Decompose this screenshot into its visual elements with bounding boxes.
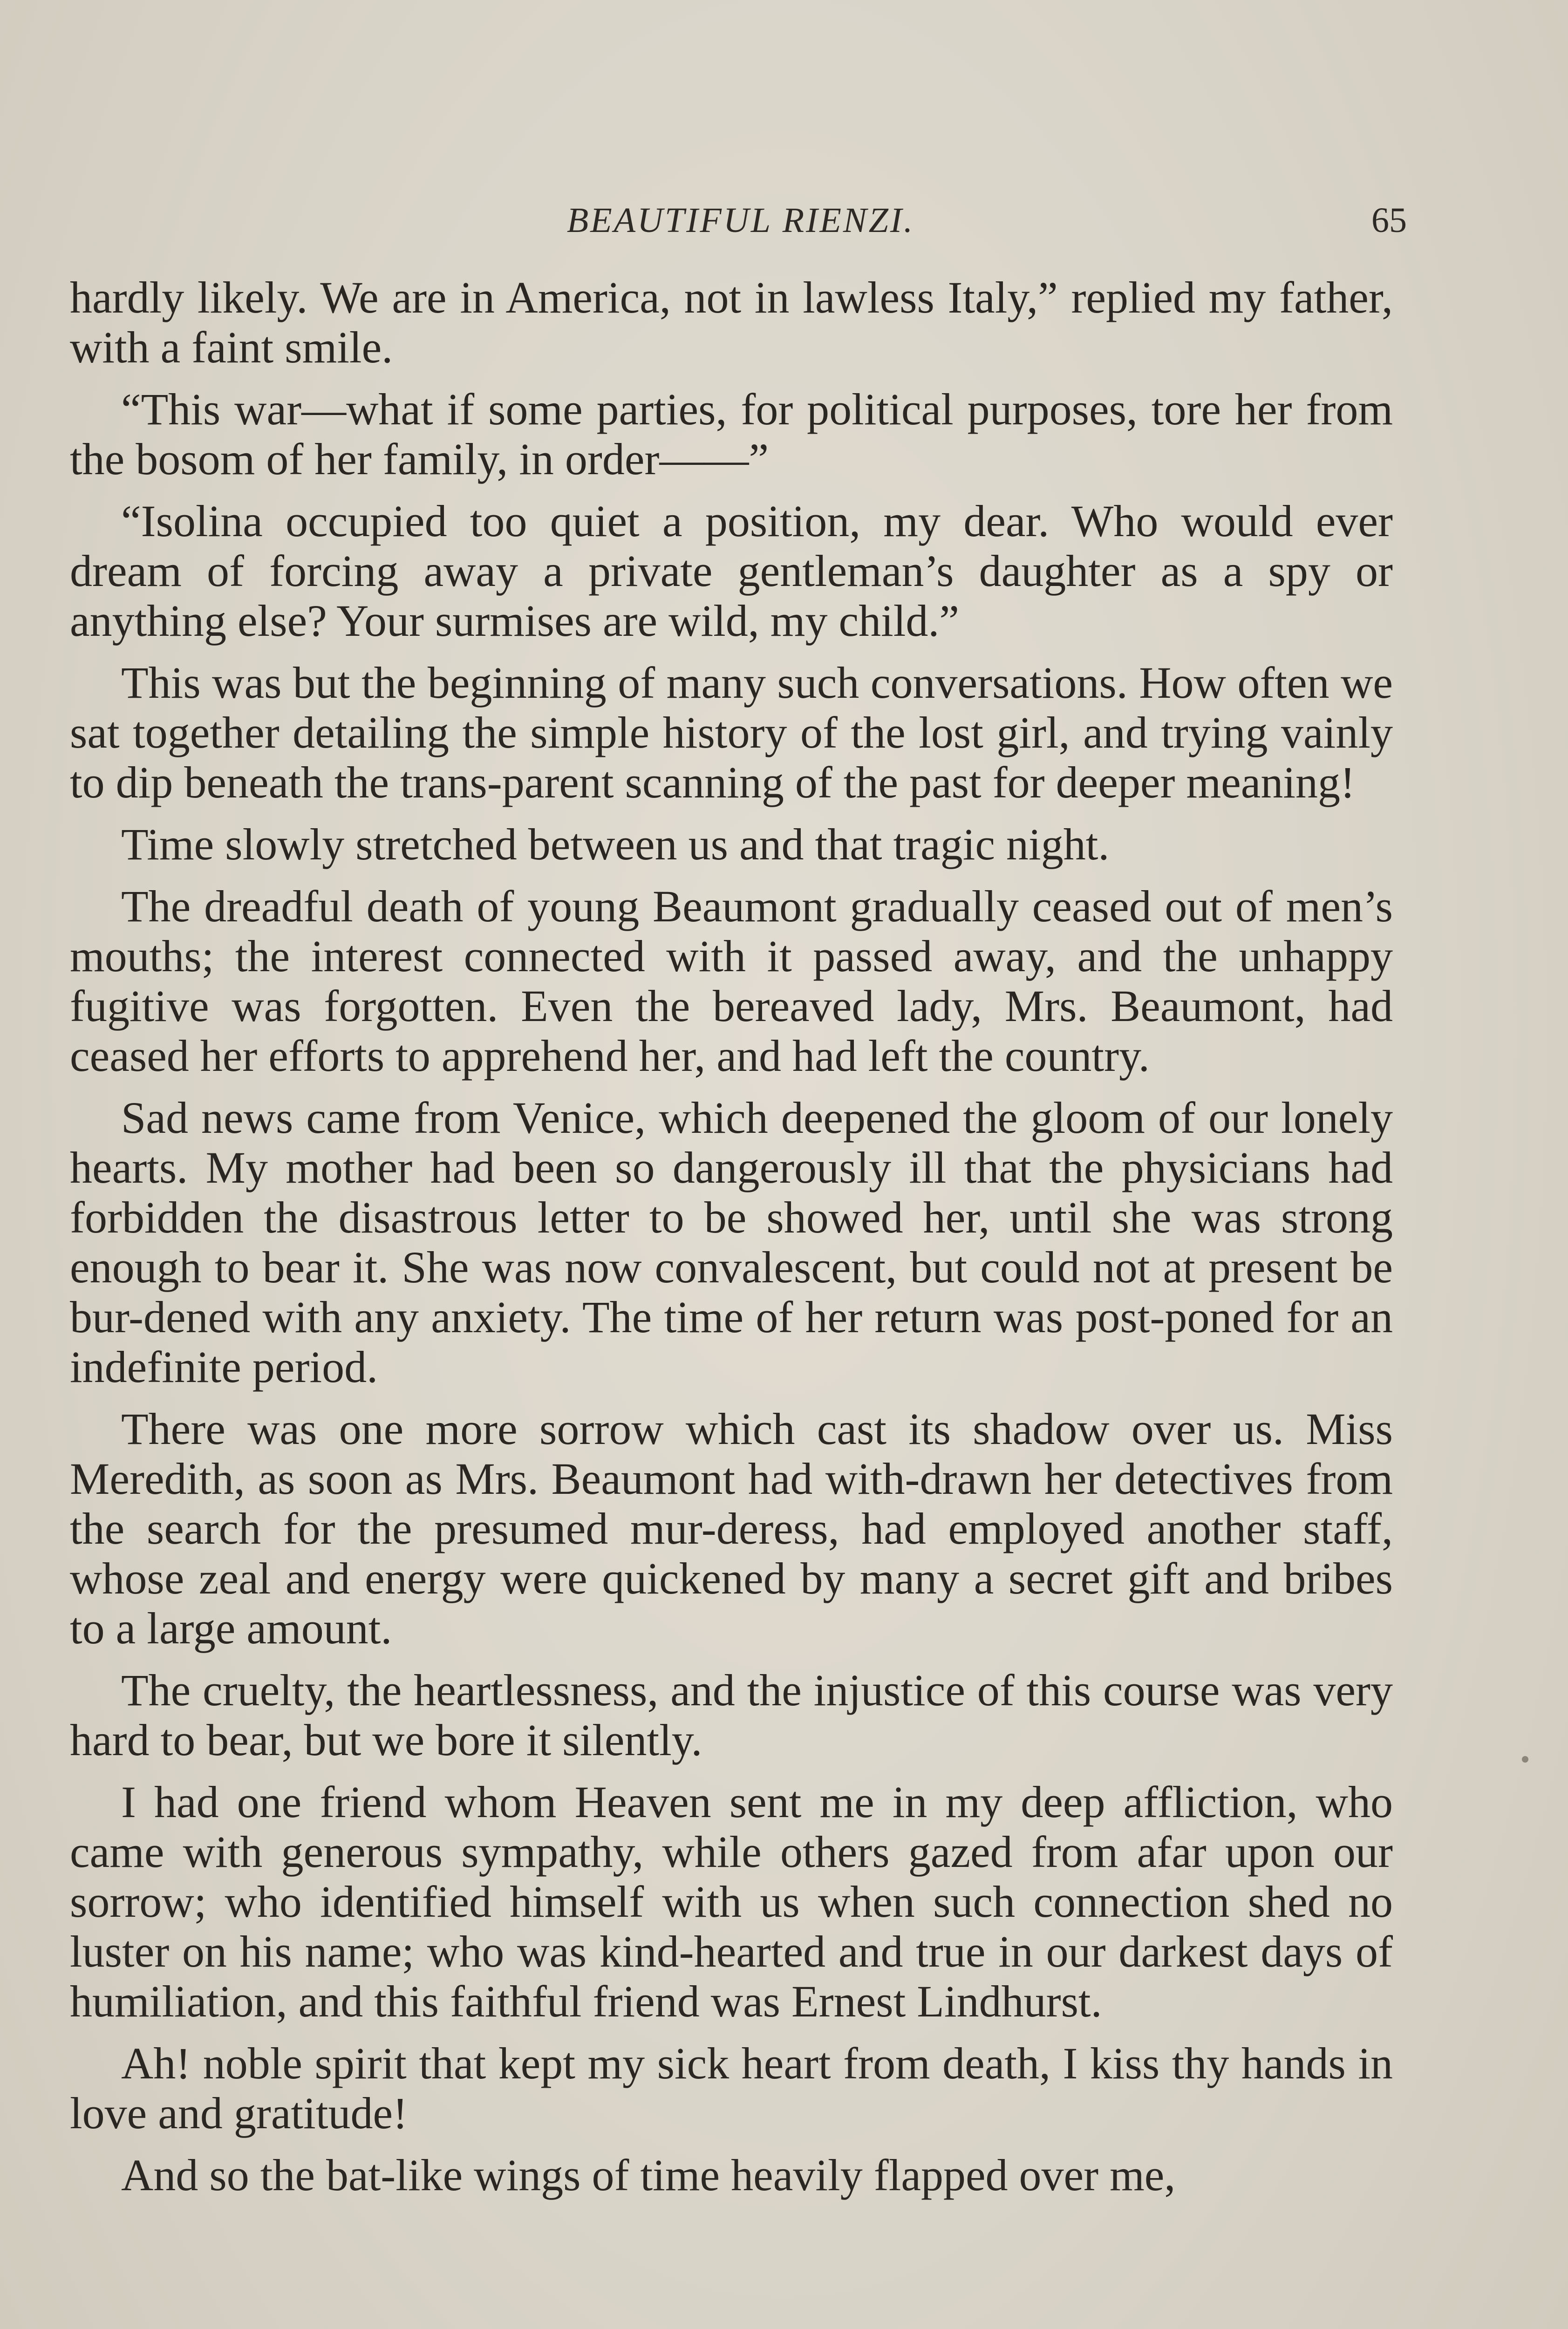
paragraph: This was but the beginning of many such conversations. How often we sat together detailing the simple history of the lost girl, and trying vainly to dip beneath the trans-parent scanning of the past for deeper meaning! xyxy=(70,658,1393,807)
paper-speck xyxy=(1522,1756,1528,1763)
paragraph: I had one friend whom Heaven sent me in my deep affliction, who came with generous sympathy, while others gazed from afar upon our sorrow; who identified himself with us when such connection shed no luster on his name; who was kind-hearted and true in our darkest days of humiliation, and this faithful friend was Ernest Lindhurst. xyxy=(70,1777,1393,2026)
page-header xyxy=(75,200,1407,252)
paragraph: “Isolina occupied too quiet a position, my dear. Who would ever dream of forcing away a private gentleman’s daughter as a spy or anything else? Your surmises are wild, my child.” xyxy=(70,496,1393,646)
page-number: 65 xyxy=(1371,201,1407,240)
paragraph: There was one more sorrow which cast its shadow over us. Miss Meredith, as soon as Mrs. Beaumont had with-drawn her detectives from the search for the presumed mur-deress, had employed another staff, whose zeal and energy were quickened by many a secret gift and bribes to a large amount. xyxy=(70,1404,1393,1653)
paragraph: The dreadful death of young Beaumont gradually ceased out of men’s mouths; the interest connected with it passed away, and the unhappy fugitive was forgotten. Even the bereaved lady, Mrs. Beaumont, had ceased her efforts to apprehend her, and had left the country. xyxy=(70,881,1393,1081)
paragraph: hardly likely. We are in America, not in lawless Italy,” replied my father, with a faint smile. xyxy=(70,272,1393,372)
paragraph: Ah! noble spirit that kept my sick heart from death, I kiss thy hands in love and gratitude! xyxy=(70,2038,1393,2138)
running-head: BEAUTIFUL RIENZI. xyxy=(566,201,915,240)
body-text xyxy=(70,272,1393,2212)
paragraph: “This war—what if some parties, for political purposes, tore her from the bosom of her family, in order——” xyxy=(70,384,1393,484)
paragraph: Sad news came from Venice, which deepened the gloom of our lonely hearts. My mother had been so dangerously ill that the physicians had forbidden the disastrous letter to be showed her, until she was strong enough to bear it. She was now convalescent, but could not at present be bur-dened with any anxiety. The time of her return was post-poned for an indefinite period. xyxy=(70,1093,1393,1392)
paragraph: Time slowly stretched between us and that tragic night. xyxy=(121,819,1110,869)
paragraph: The cruelty, the heartlessness, and the injustice of this course was very hard to bear, but we bore it silently. xyxy=(70,1665,1393,1765)
paragraph: And so the bat-like wings of time heavily flapped over me, xyxy=(121,2150,1176,2200)
